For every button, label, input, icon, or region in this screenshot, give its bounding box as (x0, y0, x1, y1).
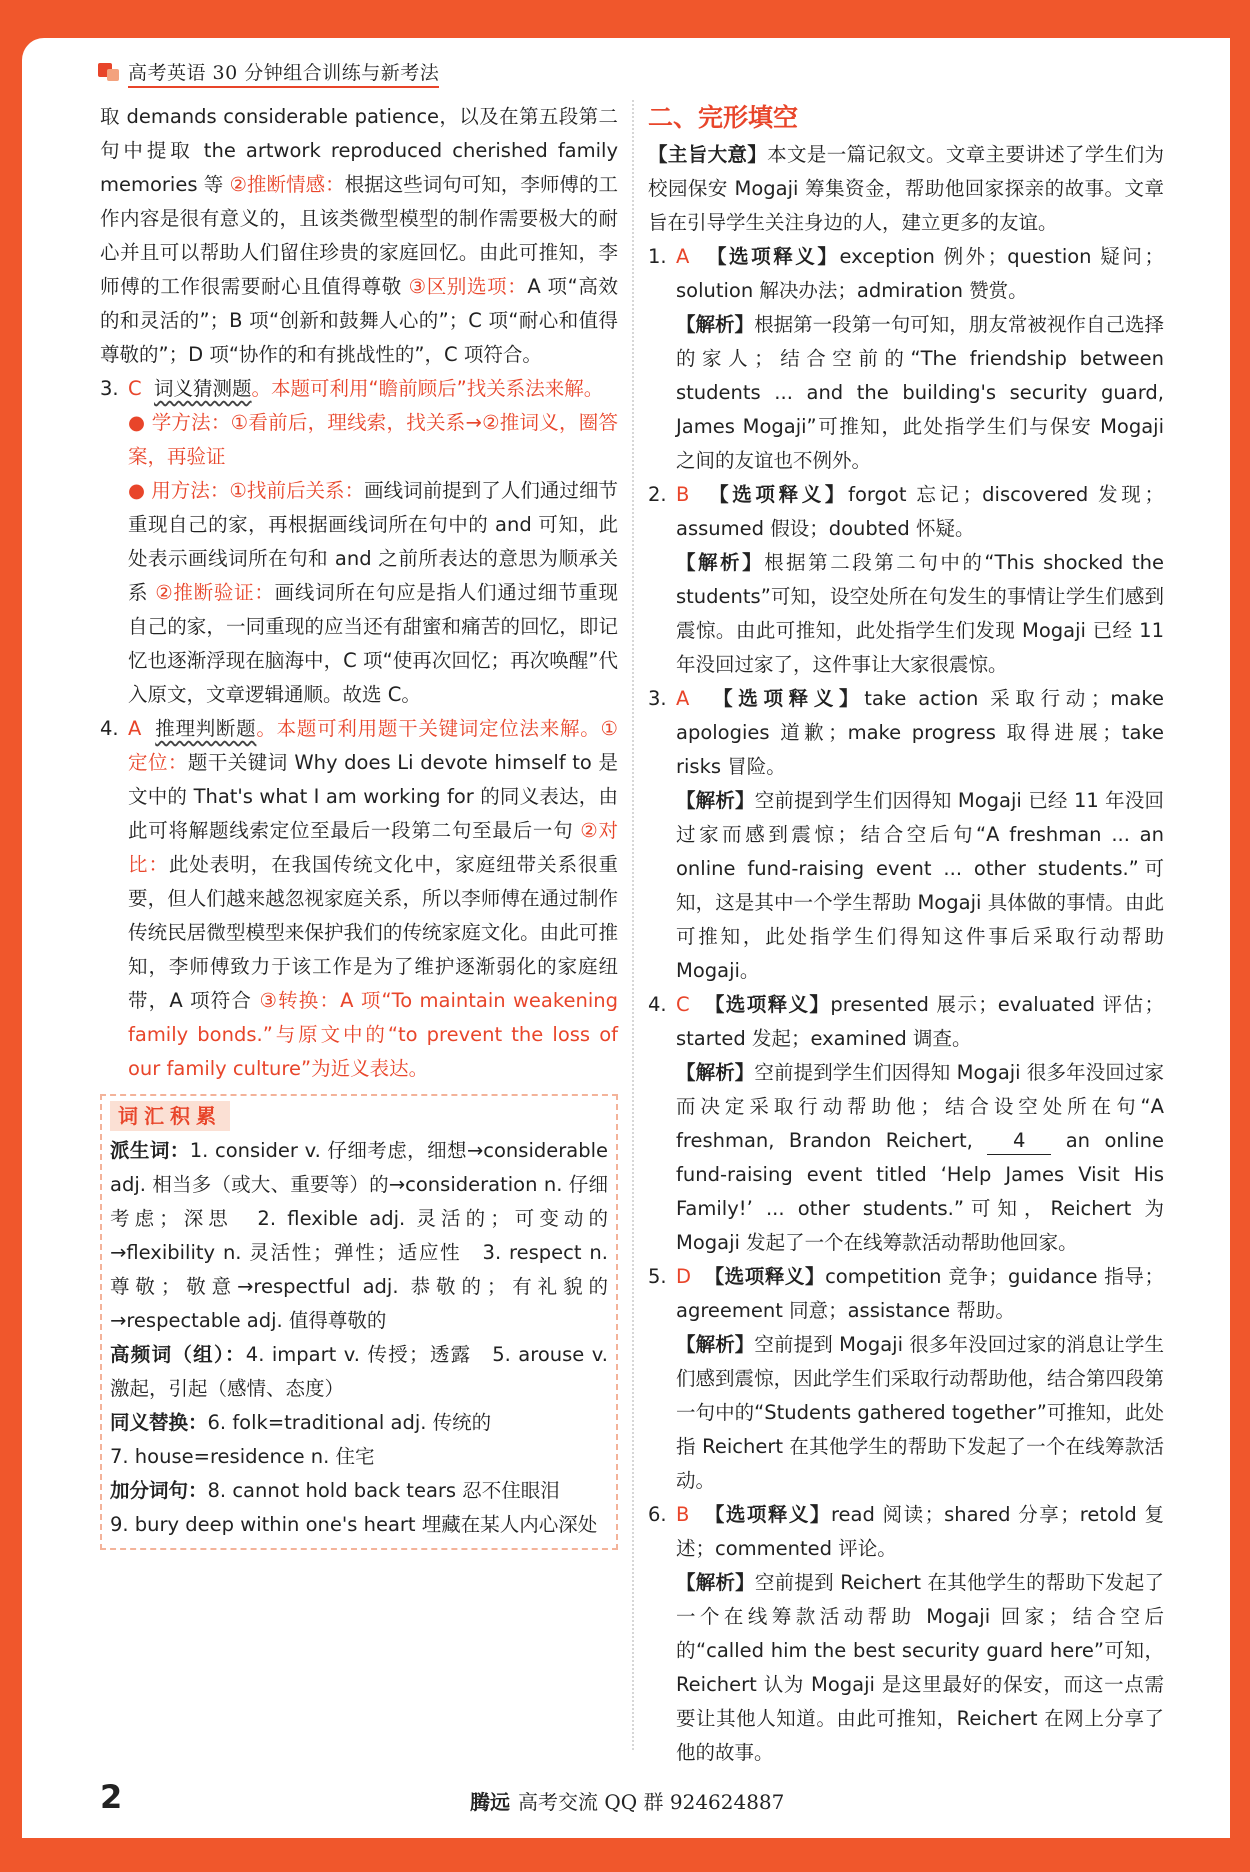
top-band (0, 0, 1250, 38)
book-logo-icon (98, 63, 120, 83)
q2-continuation: 取 demands considerable patience，以及在第五段第二句中提取 the artwork reproduced cherished family memories 等 ②推断情感：根据这些词句可知，李师傅的工作内容是很有意义的，且该类微型模型的制作需要极大的耐心并且可以帮助人们留住珍贵的家庭回忆。由此可推知，李师傅的工作很需要耐心且值得尊敬 ③区别选项：A 项“高效的和灵活的”；B 项“创新和鼓舞人心的”；C 项“耐心和值得尊敬的”；D 项“协作的和有挑战性的”，C 项符合。 (100, 105, 619, 366)
right-column (648, 100, 1164, 1770)
vocab-box (100, 1094, 618, 1550)
footer-text: 腾远 高考交流 QQ 群 924624887 (470, 1790, 785, 1814)
answer-letter: C (676, 993, 690, 1016)
cloze-item-6: 6. B 【选项释义】read 阅读；shared 分享；retold 复述；commented 评论。 【解析】空前提到 Reichert 在其他学生的帮助下发起了一个在线筹款活动帮助 Mogaji 回家；结合空后的“called him the best security guard here”可知，Reichert 认为 Mogaji 是这里最好的保安，而这一点需要让其他人知道。由此可推知，Reichert 在网上分享了他的故事。 (648, 1503, 1164, 1764)
q3-use-method: ● 用方法：①找前后关系：画线词前提到了人们通过细节重现自己的家，再根据画线词所在句中的 and 可知，此处表示画线词所在句和 and 之前所表达的意思为顺承关系 ②推断验证：画线词所在句应是指人们通过细节重现自己的家，一同重现的应当还有甜蜜和痛苦的回忆，即记忆也逐渐浮现在脑海中，C 项“使再次回忆；再次唤醒”代入原文，文章逻辑通顺。故选 C。 (128, 479, 618, 706)
cloze-item-2: 2. B 【选项释义】forgot 忘记；discovered 发现；assumed 假设；doubted 怀疑。 【解析】根据第二段第二句中的“This shocked the students”可知，设空处所在句发生的事情让学生们感到震惊。由此可推知，此处指学生们发现 Mogaji 已经 11 年没回过家了，这件事让大家很震惊。 (648, 483, 1164, 676)
q4-type: 推理判断题 (155, 717, 257, 740)
vocab-title: 词汇积累 (110, 1101, 230, 1131)
vocab-bonus: 加分词句：8. cannot hold back tears 忍不住眼泪 (110, 1479, 560, 1502)
vocab-frequent: 高频词（组）：4. impart v. 传授；透露 5. arouse v. 激起，引起（感情、态度） (110, 1343, 608, 1400)
page-number: 2 (100, 1778, 123, 1816)
cloze-blank: 4 (987, 1128, 1051, 1155)
brand-logo: 腾远 (470, 1790, 510, 1814)
left-column (100, 100, 618, 1550)
vocab-synonym: 同义替换：6. folk=traditional adj. 传统的 (110, 1411, 492, 1434)
q3-answer-letter: C (128, 377, 142, 400)
vocab-synonym-2: 7. house=residence n. 住宅 (110, 1445, 375, 1468)
q3-learn-method: ● 学方法：①看前后，理线索，找关系→②推词义，圈答案，再验证 (128, 411, 618, 468)
page-footer (100, 1778, 1180, 1822)
cloze-item-4: 4. C 【选项释义】presented 展示；evaluated 评估；started 发起；examined 调查。 【解析】空前提到学生们因得知 Mogaji 很多年没回过家而决定采取行动帮助他；结合设空处所在句“A freshman, Brandon Reichert, 4 an online fund-raising event titled ‘Help James Visit His Family!’ ... other students.”可知，Reichert 为 Mogaji 发起了一个在线筹款活动帮助他回家。 (648, 993, 1164, 1254)
cloze-item-1: 1. A 【选项释义】exception 例外；question 疑问；solution 解决办法；admiration 赞赏。 【解析】根据第一段第一句可知，朋友常被视作自己选择的家人；结合空前的“The friendship between students ... and the building's security guard, James Mogaji”可推知，此处指学生们与保安 Mogaji 之间的友谊也不例外。 (648, 245, 1164, 472)
answer-letter: B (676, 483, 690, 506)
vocab-derive: 派生词：1. consider v. 仔细考虑，细想→considerable adj. 相当多（或大、重要等）的→consideration n. 仔细考虑；深思 2. flexible adj. 灵活的；可变动的→flexibility n. 灵活性；弹性；适应性 3. respect n. 尊敬；敬意→respectful adj. 恭敬的；有礼貌的→respectable adj. 值得尊敬的 (110, 1139, 608, 1332)
answer-letter: A (676, 687, 690, 710)
page-header (98, 58, 439, 88)
column-divider (632, 100, 634, 1750)
cloze-item-5: 5. D 【选项释义】competition 竞争；guidance 指导；agreement 同意；assistance 帮助。 【解析】空前提到 Mogaji 很多年没回过家的消息让学生们感到震惊，因此学生们采取行动帮助他，结合第四段第一句中的“Students gathered together”可推知，此处指 Reichert 在其他学生的帮助下发起了一个在线筹款活动。 (648, 1265, 1164, 1492)
summary: 【主旨大意】本文是一篇记叙文。文章主要讲述了学生们为校园保安 Mogaji 筹集资金，帮助他回家探亲的故事。文章旨在引导学生关注身边的人，建立更多的友谊。 (648, 143, 1164, 234)
q4-answer: 4. A 推理判断题。本题可利用题干关键词定位法来解。①定位：题干关键词 Why does Li devote himself to 是文中的 That's what I am working for 的同义表达，由此可将解题线索定位至最后一段第二句至最后一句 ②对比：此处表明，在我国传统文化中，家庭纽带关系很重要，但人们越来越忽视家庭关系，所以李师傅在通过制作传统民居微型模型来保护我们的传统家庭文化。由此可推知，李师傅致力于该工作是为了维护逐渐弱化的家庭纽带，A 项符合 ③转换：A 项“To maintain weakening family bonds.”与原文中的“to prevent the loss of our family culture”为近义表达。 (100, 717, 619, 1080)
cloze-item-3: 3. A 【选项释义】take action 采取行动；make apologies 道歉；make progress 取得进展；take risks 冒险。 【解析】空前提到学生们因得知 Mogaji 已经 11 年没回过家而感到震惊；结合空后句“A freshman ... an online fund-raising event ... other students.”可知，这是其中一个学生帮助 Mogaji 具体做的事情。由此可推知，此处指学生们得知这件事后采取行动帮助 Mogaji。 (648, 687, 1164, 982)
q3-answer: 3. C 词义猜测题。本题可利用“瞻前顾后”找关系法来解。 (100, 377, 604, 400)
q4-answer-letter: A (128, 717, 142, 740)
vocab-bonus-2: 9. bury deep within one's heart 埋藏在某人内心深处 (110, 1513, 598, 1536)
q3-type: 词义猜测题 (154, 377, 252, 400)
answer-letter: A (676, 245, 690, 268)
answer-letter: B (676, 1503, 690, 1526)
book-title: 高考英语 30 分钟组合训练与新考法 (128, 58, 439, 88)
section-title: 二、完形填空 (648, 103, 799, 132)
answer-letter: D (676, 1265, 692, 1288)
